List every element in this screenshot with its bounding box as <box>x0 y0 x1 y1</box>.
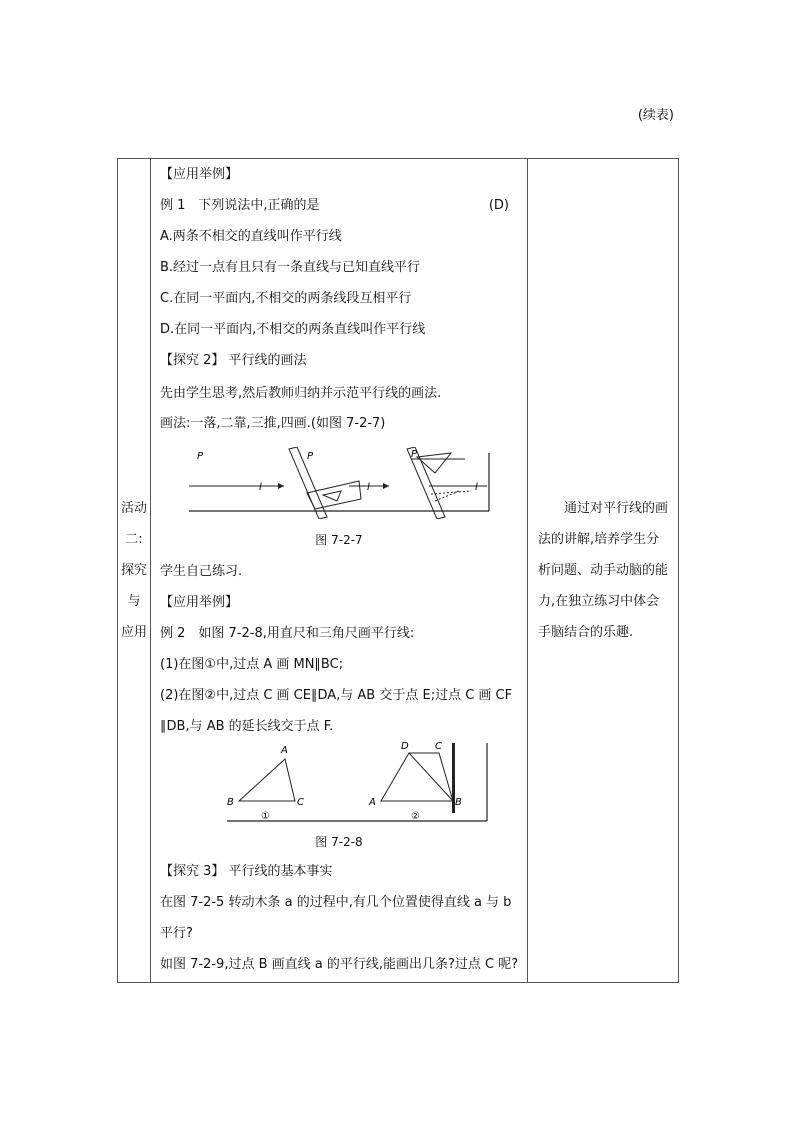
content-cell <box>151 159 528 983</box>
line-label: l <box>259 482 262 493</box>
point-label: B <box>227 797 234 808</box>
activity-line: 探究 <box>120 563 147 578</box>
section-heading-2: 【应用举例】 <box>160 595 239 610</box>
point-label: A <box>369 797 376 808</box>
point-label: C <box>297 797 304 808</box>
activity-label <box>118 493 150 648</box>
question-2: 如图 7-2-9,过点 B 画直线 a 的平行线,能画出几条?过点 C 呢? <box>160 957 519 972</box>
method-line: 画法:一落,二靠,三推,四画.(如图 7-2-7) <box>160 416 386 431</box>
point-label: P <box>307 451 314 462</box>
activity-line: 活动 <box>120 501 147 516</box>
example-1-answer: (D) <box>488 198 509 213</box>
explore-2-heading: 【探究 2】 平行线的画法 <box>160 353 307 368</box>
figure-7-2-8 <box>221 739 491 825</box>
option-b: B.经过一点有且只有一条直线与已知直线平行 <box>160 260 421 275</box>
activity-cell <box>118 159 151 983</box>
practice-line: 学生自己练习. <box>160 564 243 579</box>
activity-line: 应用 <box>120 625 147 640</box>
line-label: l <box>475 482 478 493</box>
point-label: P <box>411 449 418 460</box>
subfigure-number: ① <box>261 811 270 822</box>
example-2-part-1: (1)在图①中,过点 A 画 MN∥BC; <box>160 657 344 672</box>
point-label: P <box>197 451 204 462</box>
lesson-table <box>117 158 679 983</box>
example-1-text: 例 1 下列说法中,正确的是 <box>160 198 320 213</box>
continued-label: (续表) <box>637 108 674 123</box>
example-2-part-2b: ∥DB,与 AB 的延长线交于点 F. <box>160 719 334 734</box>
figure-7-2-8-caption: 图 7-2-8 <box>315 835 363 849</box>
figure-7-2-7-caption: 图 7-2-7 <box>315 533 363 547</box>
option-a: A.两条不相交的直线叫作平行线 <box>160 229 342 244</box>
point-label: B <box>455 797 462 808</box>
question-1a: 在图 7-2-5 转动木条 a 的过程中,有几个位置使得直线 a 与 b <box>160 895 512 910</box>
explore-3-heading: 【探究 3】 平行线的基本事实 <box>160 864 333 879</box>
figure-7-2-7 <box>189 447 499 519</box>
design-intent-text: 通过对平行线的画法的讲解,培养学生分析问题、动手动脑的能力,在独立练习中体会手脑结合的乐趣. <box>538 501 669 640</box>
section-heading: 【应用举例】 <box>160 167 239 182</box>
example-2: 例 2 如图 7-2-8,用直尺和三角尺画平行线: <box>160 626 415 641</box>
line-label: l <box>367 482 370 493</box>
example-1 <box>160 198 521 214</box>
think-line: 先由学生思考,然后教师归纳并示范平行线的画法. <box>160 386 442 401</box>
design-intent-cell <box>528 159 679 983</box>
activity-line: 二: <box>125 532 143 547</box>
point-label: C <box>435 741 442 752</box>
design-intent <box>528 493 678 648</box>
option-c: C.在同一平面内,不相交的两条线段互相平行 <box>160 291 412 306</box>
point-label: A <box>281 745 288 756</box>
content <box>151 159 527 982</box>
activity-line: 与 <box>127 594 141 609</box>
example-2-part-2a: (2)在图②中,过点 C 画 CE∥DA,与 AB 交于点 E;过点 C 画 CF <box>160 688 513 703</box>
option-d: D.在同一平面内,不相交的两条直线叫作平行线 <box>160 322 426 337</box>
point-label: D <box>401 741 409 752</box>
question-1b: 平行? <box>160 926 193 941</box>
subfigure-number: ② <box>411 811 420 822</box>
